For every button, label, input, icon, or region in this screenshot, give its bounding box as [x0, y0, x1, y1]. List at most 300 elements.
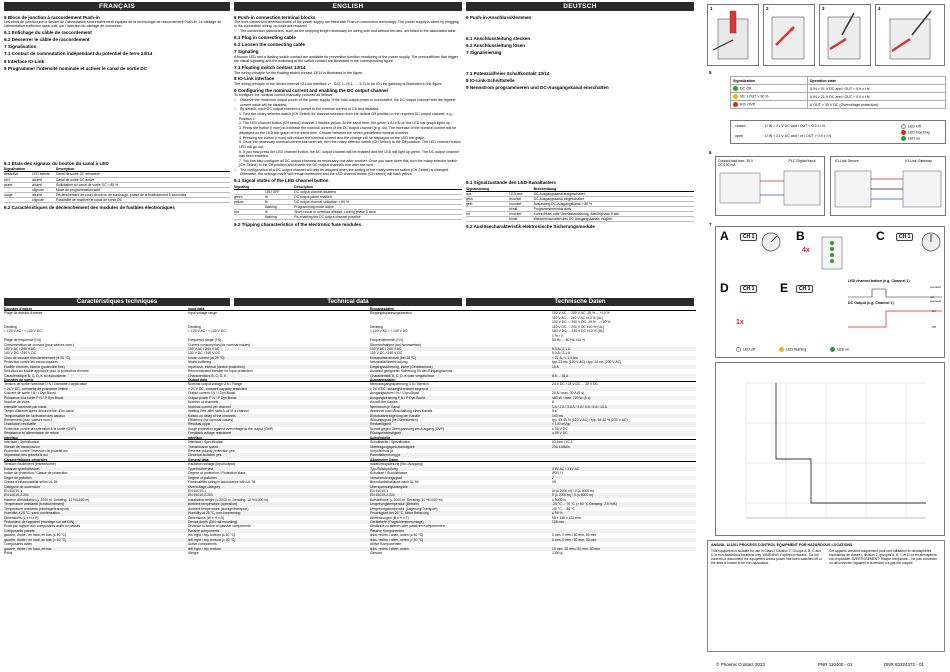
tech-cell: Ausgangsdaten	[370, 378, 396, 382]
state-off: Off	[932, 325, 936, 329]
tech-cell: Plage de fréquence (f N)	[4, 338, 41, 343]
tech-cell: Profondeur de l'appareil (montage sur rail DIN)	[4, 520, 75, 524]
legend-bottom-on	[830, 347, 849, 352]
tech-cell: Humidité à 25 °C, sans condensation	[4, 511, 60, 516]
en-section-8-text: The wiring principle of the device-internal IO-Link interface L+, C/Q, L- (5.1, ..., 5.3) to an IO-Link gateway is illustrated in the figure.	[234, 81, 443, 86]
tech-cell: Protection contre la surtension à la sortie (OVP)	[4, 426, 76, 431]
en-signal-cell: lit	[265, 199, 294, 204]
tech-cell: 5.3 A / 2.1 A	[552, 351, 571, 356]
column-french	[4, 13, 230, 293]
tech-cell: EN 61010-2-201	[188, 493, 213, 498]
fr-signal-cell: Canal de sortie DC désactivé	[56, 172, 230, 177]
tech-cell: Composants actifs	[4, 542, 32, 547]
de-signal-cell: aus	[466, 191, 509, 196]
led-row-0-label: DC OK	[740, 86, 752, 91]
tech-cell: Temps d'attente après déconnexion d'un canal	[4, 409, 74, 414]
tech-cell: Fusible d'entrée, interne (protection fine)	[4, 364, 65, 369]
en-signal-table	[234, 185, 462, 221]
tech-cell: Verpolschutz ja	[370, 449, 393, 453]
tech-cell: 100 V DC / 240 V DC	[188, 351, 221, 356]
tech-cell: Inrush current (at 25 °C)	[188, 355, 225, 360]
de-signal-cell: Auslastung DC-Ausgangskanal > 80 %	[534, 202, 694, 207]
de-section-9-2: 9.2 Auslösecharakteristik elektronische Sicherungsmodule	[466, 223, 595, 229]
tech-cell: Nennausgangsspannung U N / Bereich	[370, 382, 429, 387]
fr-section-9-2: 9.2 Caractéristiques de déclenchement des modules de fusibles électroniques	[4, 204, 175, 210]
tech-cell: 24 V DC / 24 V DC ... 28 V DC	[552, 382, 598, 387]
led-off-legend-icon	[736, 347, 741, 352]
en-signal-cell: Re-enabling the DC output channel possible	[294, 215, 462, 220]
de-signal-cell: gelb	[466, 202, 509, 207]
tech-cell: Données de sortie	[4, 378, 34, 382]
en-signal-cell: LED OFF	[265, 189, 294, 194]
io-link-drawing	[831, 157, 945, 215]
led-row-dc-ok	[731, 85, 808, 93]
fr-section-9-1: 9.1 États des signaux du bouton du canal à LED	[4, 160, 109, 166]
tech-cell: Insulation voltage (input/output)	[188, 462, 236, 467]
fr-steps-area	[4, 71, 230, 159]
tech-cell: Tension de sortie nominale U N / Domaine d'application	[4, 382, 88, 387]
en-section-7-1: 7.1 Floating switch contact 13/14	[234, 64, 306, 70]
footer-dnr: DNR 83224372 - 01	[884, 662, 925, 667]
tech-cell: Dimensions (L x H x P)	[4, 515, 39, 520]
hazardous-location-warning	[707, 540, 945, 652]
tech-cell: < 100 V AC / < 140 V DC	[4, 329, 42, 334]
tech-cell: Output power P N / P Dyn.Boost	[188, 395, 237, 400]
tech-cell: Température ambiante (fonctionnement)	[4, 502, 65, 507]
tech-cell: gauche, droite / en haut, en bas	[4, 546, 52, 551]
tech-cell: Input fuse, internal (device protection)	[188, 364, 245, 369]
tech-cell: Weight	[188, 551, 199, 556]
tech-cell: 15 mm, 15 mm / 50 mm, 50 mm	[552, 546, 601, 551]
column-german	[466, 13, 694, 293]
fr-section-8: 8 Interface IO-Link	[4, 58, 45, 64]
tech-cell: Degree of pollution	[188, 475, 217, 480]
legend-bottom-off	[736, 347, 755, 352]
tech-cell: 110 V DC ... 240 V DC ±10 % (UL)	[552, 324, 604, 329]
tech-cell: ≤ 95 %	[552, 511, 563, 516]
en-step-1: 1. Turn the rotary selector switch (CH Select) for channel selection from the default Off position to the required DC output channel, e.g., Position 1.	[239, 112, 454, 121]
tech-cell: Nominal output voltage U N / Range	[188, 382, 243, 387]
figure-6-number: 6	[709, 150, 712, 155]
tech-cell: Eingangsdaten	[370, 307, 395, 311]
tech-cell: 100 V AC / 240 V AC	[4, 346, 36, 351]
de-section-6-text-area	[466, 20, 694, 34]
de-section-6: 6 Push-in-Anschlussklemmen	[466, 14, 532, 20]
tech-cell: Nennstrom je Kanal	[370, 404, 400, 409]
tech-cell: Wartezeit nach Abschaltung eines Kanals	[370, 409, 433, 414]
tech-cell: Electrical isolation yes	[188, 453, 222, 458]
tech-cell: Classe d'inflammabilité selon UL 94	[4, 480, 58, 485]
tech-cell: > 24 V DC, constant capacity restricted	[188, 386, 247, 391]
tech-cell: Derating	[4, 324, 17, 329]
en-step-5: 5. Once the necessary nominal current has been set, turn the rotary selector switch (CH Select) to the Off position. The LED channel button LED will go out.	[239, 140, 461, 149]
tech-cell: Active components	[188, 542, 217, 547]
tech-cell: Reverse polarity protection yes	[188, 449, 235, 453]
tech-cell: 0 mm, 0 mm / 50 mm, 50 mm	[552, 537, 597, 542]
state-on: On	[932, 309, 937, 313]
tech-cell: Ausgangsleistung P N / P Dyn.Boost	[370, 395, 425, 400]
tech-cell: Efficiency (for nominal values)	[188, 417, 234, 422]
tech-cell: Résistance à l'alimentation de retour	[4, 431, 59, 436]
de-signal-cell: rot	[466, 212, 509, 217]
en-signal-cell: red	[234, 210, 265, 215]
tech-cell: Anzahl der Kanäle	[370, 400, 398, 405]
de-sig-head-0: Signalisierung	[466, 187, 509, 192]
figure-4-number: 4	[878, 6, 881, 11]
chart-grid	[746, 383, 926, 518]
en-section-9: 9 Configuring the nominal current and enabling the DC output channel	[234, 87, 388, 93]
en-signal-cell: green	[234, 194, 265, 199]
de-signal-cell: blinkt	[509, 207, 533, 212]
contact-open-label: open	[735, 134, 743, 138]
en-step-4: 4. Pressing the button (I nom) will reduce the nominal current and the change will be displayed on the LED bar graph.	[239, 135, 426, 140]
column-english	[234, 13, 462, 293]
tech-cell: Residual ripple	[188, 422, 211, 427]
tech-cell: EN 61010-1	[188, 488, 207, 493]
legend-bottom-on-label: LED on	[837, 347, 850, 352]
tech-cell: 10 A	[552, 364, 559, 369]
en-signal-cell: yellow	[234, 199, 265, 204]
de-signal-cell: DC-Ausgangskanal ausgeschaltet	[534, 191, 694, 196]
tech-cell: Interface / Spécification	[4, 440, 40, 445]
tech-cell: Catégorie de surtension	[4, 484, 41, 489]
tech-cell: 1390 g	[552, 551, 563, 556]
led-status-table	[730, 76, 946, 109]
tech-cell: Derating	[188, 324, 201, 329]
en-section-9-note-3: ☞ The configuration of a DC output channel will only be adopted when the setting of the rotary selector switch (CH Select) is changed. Otherwise, the settings made will remain ineffective and the LED channel button (CH select) will flash yellow.	[234, 168, 462, 177]
tech-cell: Abstände zu aktiven oder passiven Komponenten	[370, 524, 445, 529]
tech-cell: Overvoltage category	[188, 484, 221, 489]
en-section-7-text: A bicolor LED and a floating switch contact are available for preventive function monitoring of the power supply. The preconditions that trigger the visual signaling and the switching of the switch contact are illustrated in the corresponding figure.	[234, 54, 459, 64]
tech-cell: Aktive Komponenten	[370, 542, 402, 547]
header-french: FRANÇAIS	[4, 2, 230, 11]
tech-cell: Input data	[188, 307, 205, 311]
tech-cell: left, right / top, bottom (≤ 40 °C)	[188, 533, 236, 538]
tech-cell: typ. 23 ms (120 V AC) / typ. 24 ms (230 V AC)	[552, 360, 622, 365]
tech-cell: Dimensions (W x H x D)	[188, 515, 225, 520]
tech-cell: Protection contre les microcoupures	[4, 360, 59, 365]
tech-cell: Output data	[188, 378, 208, 382]
tech-cell: Transmission speed	[188, 444, 219, 449]
en-signal-cell: lit	[265, 194, 294, 199]
tech-cell: 98 x 135 x 132 mm	[552, 515, 581, 520]
led-off-icon	[901, 124, 906, 129]
tripping-curve	[776, 383, 926, 503]
tech-cell: Protection contre l'inversion de polarité oui	[4, 449, 68, 453]
de-steps-area	[466, 91, 694, 179]
tech-cell: gauche, droite / en haut, en bas (> 40 °C)	[4, 537, 67, 542]
contact-state-table	[730, 120, 946, 144]
en-signal-cell: Programming mode active	[294, 205, 462, 210]
tech-cell: 0 mm, 0 mm / 50 mm, 50 mm	[552, 533, 597, 538]
tech-cell: Courant de sortie I N / I Dyn.Boost	[4, 391, 56, 396]
tech-cell: Gewicht	[370, 551, 383, 556]
tech-cell: 50 Hz ... 60 Hz ±10 %	[552, 338, 585, 343]
tech-cell: Consommation de courant (pour valeurs nom.)	[4, 342, 75, 347]
en-signal-cell: lit	[265, 210, 294, 215]
fr-signal-cell: Sollicitation du canal de sortie DC > 80 %	[56, 182, 230, 187]
tech-cell: 3 kV AC / 3 kV AC	[552, 466, 580, 471]
en-step-7: 7. You can also configure all DC output channels as necessary one after another. Once you have done this, turn the rotary selector switch (CH Select) to the Off position and enable the DC output channels one after the next.	[239, 158, 458, 168]
tech-cell: Puissance à la sortie P N / P Dyn.Boost	[4, 395, 64, 400]
tech-cell: left, right / top, bottom (> 40 °C)	[188, 537, 236, 542]
en-step-6: 6. If you now press the LED channel button, the DC output channel will be enabled and the LED will light up green. The DC output channel has been enabled.	[239, 149, 459, 158]
en-signal-cell: DC output channel disabled	[294, 189, 462, 194]
fr-section-6-text: Les blocs de jonction sur le devant de l'alimentation sont entièrement équipés de la technologie de raccordement Push-in. Le câblage de l'alimentation s'effectue sans outil, par l'insertion du câblage de connexion.	[4, 20, 222, 29]
loosen-cable-drawing	[820, 5, 870, 65]
plc-input-label: PLC Digital Input	[788, 159, 816, 163]
tech-header-french: Caractéristiques techniques	[4, 298, 230, 306]
tech-cell: > 24 V DC, leistungskonstant begrenzt	[370, 386, 428, 391]
en-step-2: 2. The LED channel button (CH select) channel 1 flashes yellow. At the same time, the green 1 A LED on the LED bar graph lights up.	[239, 121, 452, 126]
tech-cell: Verschmutzungsgrad	[370, 475, 402, 480]
tech-cell: Écart par rapport aux composants actifs ou passifs	[4, 524, 81, 529]
step-a-ch-label: CH 1	[740, 233, 757, 241]
led-table-head-state: Operation state	[807, 77, 945, 85]
fr-signal-cell	[4, 197, 32, 202]
fr-signal-cell: jaune	[4, 182, 32, 187]
tech-cell: Schutz gegen Überspannung am Ausgang (OVP)	[370, 426, 445, 431]
figure-7-number: 7	[709, 222, 712, 227]
tech-cell: Schnittstelle	[370, 435, 391, 440]
fr-signal-row	[4, 197, 230, 202]
tech-cell: Rendement (pour valeurs nom.)	[4, 417, 52, 422]
tech-cell: < 100 mVpp	[552, 422, 571, 427]
tech-cell: Number of channels	[188, 400, 219, 405]
tech-cell: Schnittstelle / Spezifikation	[370, 440, 411, 445]
tech-cell: IP20 / I	[552, 471, 563, 476]
tech-cell: 110 V AC ... 240 V AC ±10 % (UL)	[552, 315, 604, 320]
tech-cell: < 21 A / < 1.4 A²s	[552, 355, 578, 360]
step-c-ch-label: CH 1	[896, 233, 913, 241]
contact-closed-text: U IN > 21 V DC and I OUT < 0.9 x I N	[765, 124, 825, 128]
tech-cell: Intensité nominale par canal	[4, 404, 47, 409]
led-row-2-label: RO: OVP	[740, 102, 755, 107]
tech-cell: Frequency range (f N)	[188, 338, 222, 343]
fr-signal-cell: LED éteinte	[32, 172, 56, 177]
tech-cell: Brennbarkeitsklasse nach UL 94	[370, 480, 419, 485]
tech-cell: > 24 V DC, constante de puissance limitée	[4, 386, 68, 391]
de-signal-cell	[466, 217, 509, 222]
en-section-9-2: 9.2 Tripping characteristics of the electronic fuse modules	[234, 221, 362, 227]
step-d-ch-label: CH 1	[740, 285, 757, 293]
tech-cell: Restwelligkeit	[370, 422, 391, 427]
de-section-9: 9 Nennstrom programmieren und DC-Ausgangskanal einschalten	[466, 85, 609, 91]
tech-cell: Isolationsspannung (Ein-/Ausgang)	[370, 462, 423, 467]
fr-signal-cell: allumé	[32, 182, 56, 187]
press-1x-label: 1x	[736, 319, 744, 326]
tech-cell: Nominal current per channel	[188, 404, 231, 409]
state-pressed: pressed	[930, 285, 941, 289]
tech-cell: 125 mm	[552, 520, 565, 524]
warning-body	[711, 549, 941, 565]
tech-cell: links, rechts / oben, unten (≤ 40 °C)	[370, 533, 424, 538]
tech-cell: links, rechts / oben, unten	[370, 546, 409, 551]
de-section-9-1: 9.1 Signalzustände des LED-Kanaltasters	[466, 180, 557, 186]
figure-3-number: 3	[822, 6, 825, 11]
tech-cell: Einschaltstromstoß (bei 25 °C)	[370, 355, 417, 360]
header-english: ENGLISH	[234, 2, 462, 11]
tech-cell: Waiting time after switch-off of a channel	[188, 409, 249, 414]
tech-cell: General data	[188, 457, 209, 462]
tech-cell: Rückspeisefestigkeit	[370, 431, 401, 436]
rotary-selector-off-icon	[920, 231, 942, 253]
tech-cell: -25 °C ... 70 °C (> 60 °C Derating: 2.5 %/K)	[552, 502, 618, 507]
led-row-0-state: U IN > 21 V DC and I OUT < 0.9 x I N	[807, 85, 945, 93]
tech-cell: 2	[552, 475, 554, 480]
tech-cell: Interface / Specification	[188, 440, 224, 445]
tech-cell: Characteristics B, C, D, K	[188, 373, 227, 378]
tech-cell: Schutzart / Schutzklasse	[370, 471, 408, 476]
tech-cell: Interface	[188, 435, 203, 440]
fr-sig-head-0: Signalisation	[4, 167, 32, 172]
tool-release-drawing	[876, 5, 944, 65]
led-button-label: LED channel button (e.g. Channel 1)	[848, 279, 910, 283]
tech-cell: Données d'entrée	[4, 307, 33, 311]
step-e-letter: E	[780, 281, 789, 295]
en-section-9-text: To configure the nominal current manually, proceed as follows:	[234, 93, 334, 98]
tech-cell: Tension d'isolement (entrée/sortie)	[4, 462, 56, 467]
tech-cell: Sélection du fusible approprié pour la protection d'entrée	[4, 369, 89, 374]
tech-cell: links, rechts / oben, unten (> 40 °C)	[370, 537, 424, 542]
tech-cell: IO-Link / V1.1	[552, 440, 573, 445]
en-sig-head-2: Description	[294, 185, 462, 190]
de-signal-cell: blinkt	[509, 217, 533, 222]
fr-section-6-1: 6.1 Enfichage du câble de raccordement	[4, 30, 92, 36]
tech-cell: Passive Komponenten	[370, 528, 404, 533]
de-signal-cell: Wiedereinschalten des DC-Ausgangskanals möglich	[534, 217, 694, 222]
tech-cell: 1 A / 2 A / 3.8 A / 4 A / 6 A / 8 A / 10 A	[552, 404, 607, 409]
contact-open-text: U IN < 21 V DC and / or I OUT > 0.9 x I N	[765, 134, 832, 138]
tech-cell: Séparation des potentiels oui	[4, 453, 48, 458]
tech-cell: 20 A / max. 30 A (5 s)	[552, 391, 585, 396]
en-step-3: 3. Press the button (I nom) to increase the nominal current of the DC output channel (e.g. 4x). The increase of the nominal current will be displayed on the LED bar graph at the same time. Choose between the seven predefined nominal currents.	[239, 126, 457, 135]
en-section-7-1-text: The wiring principle for the floating switch contact 13/14 is illustrated in the figure.	[234, 70, 364, 75]
tech-cell: Hauteur d'installation (≤ 2000 m, Derating: 10 %/1000 m)	[4, 497, 90, 502]
en-section-6-note: ☞ The connection parameters, such as the stripping length necessary for wiring with and without ferrules, are listed in the associated table.	[234, 29, 462, 33]
legend-bottom-off-label: LED off	[743, 347, 755, 352]
tech-cell: EN 61010-1	[4, 488, 23, 493]
tech-cell: Caractéristique B, C, D, K ou équivalente	[4, 373, 66, 378]
de-signal-cell: Kurzschluss oder Überlastauslösung, Abkühlphase 5 sek.	[534, 212, 694, 217]
tech-cell: < 100 V AC / < 140 V DC	[188, 329, 226, 334]
figure-3	[819, 4, 871, 66]
en-sig-head-0: Signaling	[234, 185, 265, 190]
fr-section-9: 9 Programmer l'intensité nominale et activer le canal de sortie DC	[4, 65, 148, 71]
tech-cell: typ. 93.49 % (120 V AC) / typ. 94.42 % (230 V AC)	[552, 417, 628, 422]
led-on-legend-icon	[830, 347, 835, 352]
tech-cell: 100 V DC / 240 V DC	[370, 351, 403, 356]
tech-cell: V0	[552, 480, 557, 485]
state-not-pressed: not pressed	[930, 295, 941, 303]
tech-cell: Feuchtigkeit bei 25 °C, keine Betauung	[370, 511, 429, 516]
tech-cell: EN 61010-1	[370, 488, 389, 493]
en-signal-cell: DC output channel utilization > 80 %	[294, 199, 462, 204]
tech-cell: Charakteristik B, C, D, K oder vergleichbar	[370, 373, 434, 378]
footer-copyright: © Phoenix Contact 2023	[716, 662, 765, 667]
bottom-led-legend	[736, 347, 849, 352]
de-signal-cell: grün	[466, 196, 509, 201]
fr-signal-table	[4, 167, 230, 203]
tech-cell: Stromaufnahme (bei Nennwerten)	[370, 342, 422, 347]
figure-2	[763, 4, 815, 66]
de-section-6-2: 6.2 Anschlussleitung lösen	[466, 42, 526, 48]
timing-diagram	[846, 283, 944, 339]
dc-output-label: DC Output (e.g. Channel 1)	[848, 301, 894, 305]
legend-led-on-label: LED on	[908, 136, 920, 141]
tech-cell: Indice de protection / Classe de protection	[4, 471, 68, 476]
tech-cell: Typ-/Stückprüfung	[370, 466, 398, 471]
tech-cell: 1 % / V	[552, 333, 563, 338]
figure-5-number: 5	[709, 70, 712, 75]
plug-in-cable-drawing	[764, 5, 814, 65]
tech-row	[4, 551, 696, 555]
tech-cell: Frequenzbereich (f N)	[370, 338, 403, 343]
tech-cell: Mains buffering	[188, 360, 212, 365]
tech-cell: Essai de type/individuel	[4, 466, 40, 471]
tech-cell: ≤ 35 V DC	[552, 426, 568, 431]
fr-section-7-1: 7.1 Contact de commutation indépendant du potentiel de terre 13/14	[4, 51, 153, 57]
contact-load-label: Contact load max. 30 V DC/100 mA	[718, 159, 754, 167]
tech-cell: ≤ 5000 m	[552, 497, 567, 502]
de-signal-row	[466, 217, 694, 222]
de-signal-table	[466, 187, 694, 223]
push-in-terminal-drawing	[708, 5, 758, 65]
de-signal-cell: leuchtet	[509, 196, 533, 201]
tech-cell: Plage de tension d'entrée	[4, 311, 43, 316]
tech-cell: Choc de courant d'enclenchement (à 25 °C)	[4, 355, 70, 360]
led-row-1-label: VE: I OUT > 90 %	[740, 94, 769, 99]
tech-cell: Température ambiante (stockage/transport)	[4, 506, 70, 511]
step-c-letter: C	[876, 229, 885, 243]
en-section-9-note-1: ☞ Observe the maximum output power of the power supply. If the total output power is overloaded, the DC output channel with the highest current value will be disabled.	[234, 98, 462, 107]
tech-cell: Type/routine test	[188, 466, 214, 471]
tech-cell: Ausgangsstrom I N / I Dyn.Boost	[370, 391, 420, 396]
tech-cell: III (≤ 2000 m) / II (≤ 5000 m)	[552, 488, 595, 493]
tech-cell: Vitesse de transmission	[4, 444, 40, 449]
tech-cell: Einschaltverzögerung der Kanäle	[370, 413, 420, 418]
fr-signal-cell: désactivé	[4, 172, 32, 177]
fr-sig-head-2: Description	[56, 167, 230, 172]
led-row-1-state: U IN > 21 V DC and I OUT > 0.9 x I N	[807, 93, 945, 101]
led-flashing-icon	[901, 130, 906, 135]
footer-pnr: PNR 110400 - 01	[818, 662, 853, 667]
tripping-curve-svg	[716, 363, 944, 535]
tech-cell: Aufstellhöhe (≤ 2000 m, Derating: 10 %/1000 m)	[370, 497, 443, 502]
legend-led-flashing	[901, 130, 930, 135]
fr-section-6-2: 6.2 Desserrer le câble de raccordement	[4, 37, 90, 43]
led-row-ovp	[731, 101, 808, 109]
tech-cell: Humidity at 25 °C, non-condensing	[188, 511, 241, 516]
tech-cell: Eingangssicherung, intern (Geräteschutz)	[370, 364, 433, 369]
tech-cell: Input voltage range	[188, 311, 218, 316]
led-bargraph-icon	[816, 233, 858, 273]
legend-led-on	[901, 136, 920, 141]
tech-cell: Passive components	[188, 528, 220, 533]
figure-2-number: 2	[766, 6, 769, 11]
yellow-led-icon	[733, 94, 738, 99]
tech-cell: 100 V DC / 240 V DC	[4, 351, 37, 356]
led-row-2-state: U OUT > 30 V DC (Overvoltage protection)	[807, 101, 945, 109]
tech-cell: Ondulation résiduelle	[4, 422, 36, 427]
tech-cell: 6 A ... 16 A	[552, 373, 569, 378]
led-flashing-legend-icon	[779, 347, 784, 352]
tech-cell: Potentialtrennung ja	[370, 453, 401, 458]
tech-cell: 5.3 A / 2.1 A	[552, 346, 571, 351]
press-4x-label: 4x	[802, 247, 810, 254]
legend-led-off	[901, 124, 921, 129]
tech-cell: 100 V AC / 240 V AC	[188, 346, 220, 351]
